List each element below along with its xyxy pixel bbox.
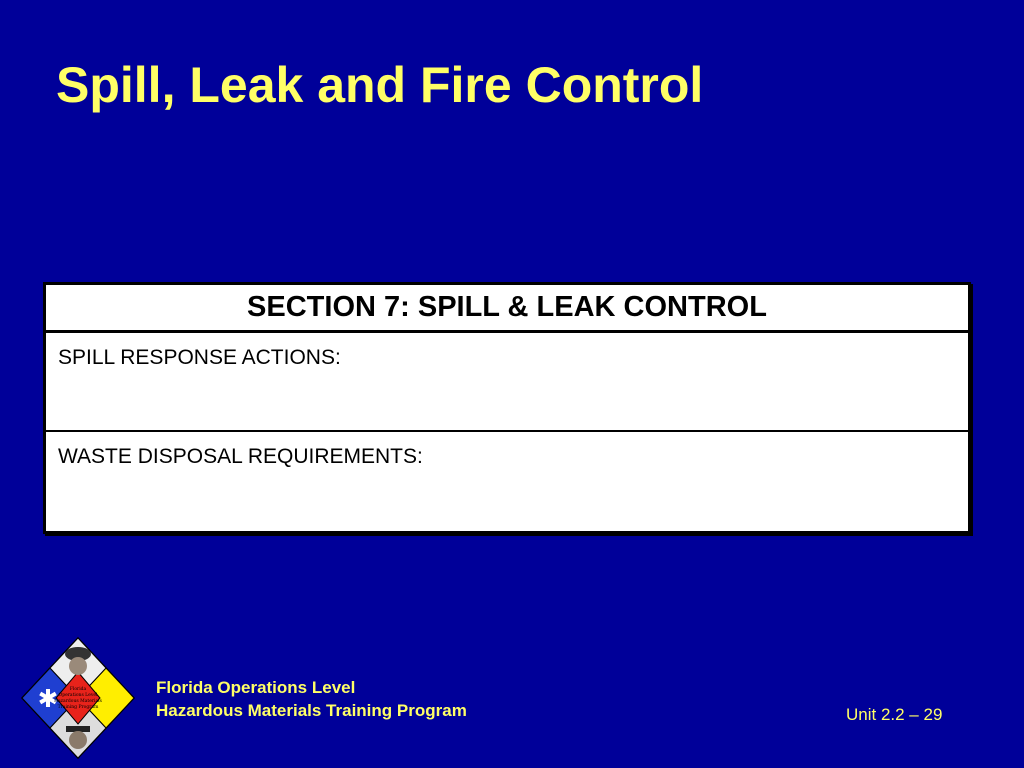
logo-text: Training Program (57, 705, 99, 710)
footer-program-name (156, 676, 467, 722)
logo-text: Florida (69, 687, 87, 692)
logo-text: Hazardous Materials (54, 699, 102, 704)
form-section-header: SECTION 7: SPILL & LEAK CONTROL (46, 285, 968, 333)
form-field-label: WASTE DISPOSAL REQUIREMENTS: (58, 445, 423, 468)
footer-line: Florida Operations Level (156, 678, 356, 697)
slide-number: Unit 2.2 – 29 (846, 705, 943, 724)
hazmat-diamond-logo-icon (18, 634, 138, 764)
footer-line: Hazardous Materials Training Program (156, 701, 467, 720)
form-field-spill-response (46, 333, 968, 432)
msds-section-form (43, 282, 971, 534)
logo-text: Operations Level (58, 693, 98, 698)
form-field-waste-disposal (46, 432, 968, 528)
slide-title: Spill, Leak and Fire Control (56, 57, 704, 113)
form-field-label: SPILL RESPONSE ACTIONS: (58, 346, 341, 369)
